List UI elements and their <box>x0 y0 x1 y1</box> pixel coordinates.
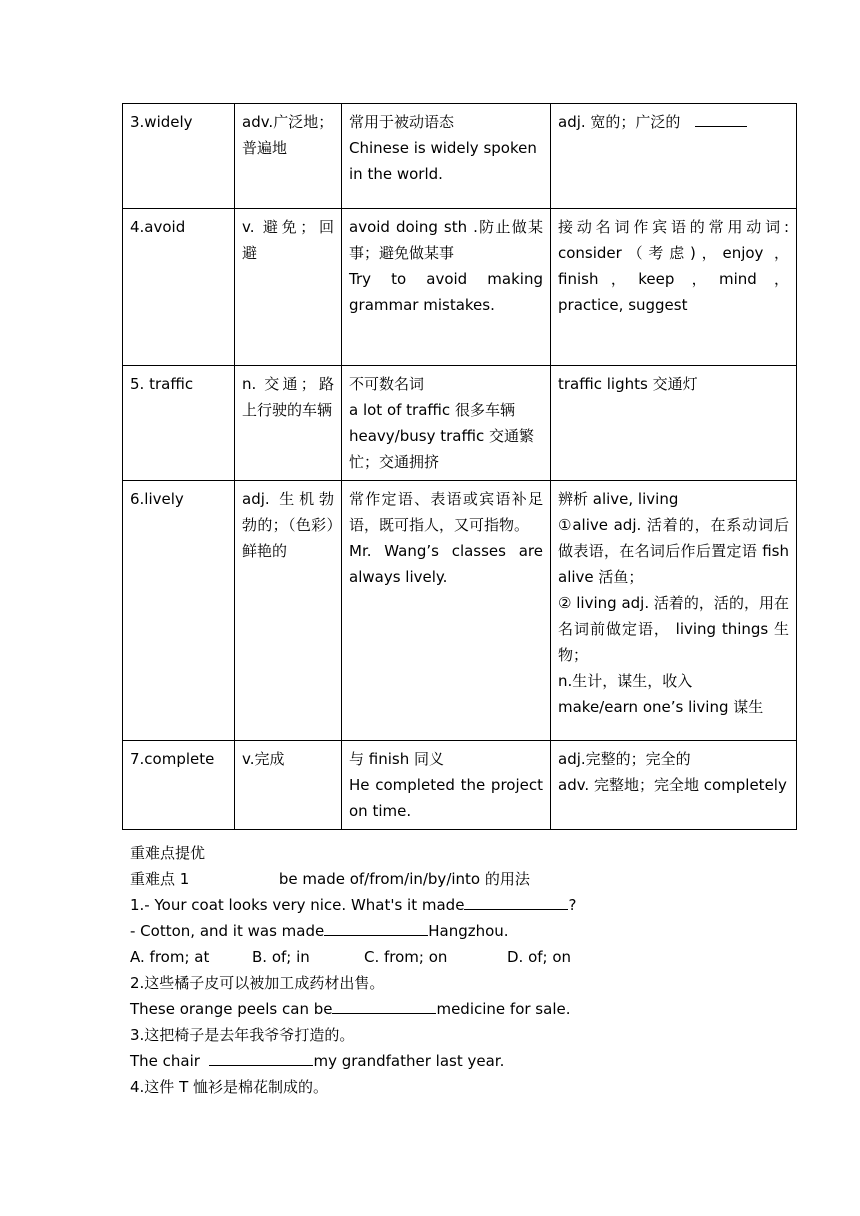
question-text: The chair <box>130 1052 210 1070</box>
extra-line: ② living adj. 活着的，活的，用在名词前做定语， living things 生物； <box>558 594 789 664</box>
question-text: 1.- Your coat looks very nice. What's it made <box>130 896 465 914</box>
table-row <box>123 481 797 741</box>
extra-line: adj. 宽的；广泛的 <box>558 113 681 131</box>
usage-line: avoid doing sth .防止做某事；避免做某事 <box>349 218 543 262</box>
usage-line: heavy/busy traffic 交通繁忙；交通拥挤 <box>349 427 534 471</box>
usage-line: He completed the project on time. <box>349 776 543 820</box>
answer-blank[interactable] <box>695 111 747 127</box>
usage-line: 与 finish 同义 <box>349 750 444 768</box>
point-label: 重难点 1 <box>130 870 190 888</box>
answer-blank[interactable] <box>464 893 568 910</box>
extra-cell <box>551 741 797 830</box>
extra-cell <box>551 209 797 366</box>
question-1-line-a <box>130 892 810 918</box>
answer-blank[interactable] <box>332 997 436 1014</box>
word-cell: 5. traffic <box>123 366 235 481</box>
usage-line: 常用于被动语态 <box>349 113 455 131</box>
question-text: medicine for sale. <box>436 1000 571 1018</box>
table-row <box>123 366 797 481</box>
meaning-cell: n. 交通；路上行驶的车辆 <box>235 366 342 481</box>
extra-line: ①alive adj. 活着的，在系动词后做表语，在名词后作后置定语 fish alive 活鱼； <box>558 516 789 586</box>
extra-line: adv. 完整地；完全地 completely <box>558 776 787 794</box>
question-2-chinese: 2.这些橘子皮可以被加工成药材出售。 <box>130 974 385 992</box>
usage-cell <box>342 209 551 366</box>
word-cell: 6.lively <box>123 481 235 741</box>
question-2-line <box>130 996 810 1022</box>
section-heading: 重难点提优 <box>130 844 206 862</box>
answer-blank[interactable] <box>324 919 428 936</box>
question-text: Hangzhou. <box>428 922 509 940</box>
answer-blank[interactable] <box>209 1049 313 1066</box>
question-text: my grandfather last year. <box>313 1052 505 1070</box>
vocabulary-table <box>122 103 797 830</box>
point-heading <box>130 866 810 892</box>
meaning-cell: adj. 生机勃勃的；（色彩）鲜艳的 <box>235 481 342 741</box>
extra-line: n.生计，谋生，收入 <box>558 672 693 690</box>
usage-cell <box>342 741 551 830</box>
word-cell: 3.widely <box>123 104 235 209</box>
usage-line: 常作定语、表语或宾语补足语，既可指人，又可指物。 <box>349 490 543 534</box>
word-cell: 4.avoid <box>123 209 235 366</box>
extra-line: adj.完整的；完全的 <box>558 750 691 768</box>
question-3-line <box>130 1048 810 1074</box>
point-title: be made of/from/in/by/into 的用法 <box>278 870 530 888</box>
question-text: ? <box>568 896 577 914</box>
usage-cell <box>342 366 551 481</box>
extra-cell <box>551 104 797 209</box>
meaning-cell: v.完成 <box>235 741 342 830</box>
question-text: These orange peels can be <box>130 1000 333 1018</box>
option-c[interactable]: C. from; on <box>364 948 448 966</box>
usage-line: Chinese is widely spoken in the world. <box>349 139 537 183</box>
usage-cell <box>342 104 551 209</box>
usage-line: Try to avoid making grammar mistakes. <box>349 270 543 314</box>
extra-cell <box>551 366 797 481</box>
question-3-chinese: 3.这把椅子是去年我爷爷打造的。 <box>130 1026 355 1044</box>
question-1-line-b <box>130 918 810 944</box>
extra-line: traffic lights 交通灯 <box>558 375 698 393</box>
table-row <box>123 741 797 830</box>
question-4-chinese: 4.这件 T 恤衫是棉花制成的。 <box>130 1078 329 1096</box>
question-1-options <box>130 944 810 970</box>
extra-line: 辨析 alive, living <box>558 490 679 508</box>
option-b[interactable]: B. of; in <box>252 948 310 966</box>
usage-line: a lot of traffic 很多车辆 <box>349 401 515 419</box>
usage-line: Mr. Wang’s classes are always lively. <box>349 542 543 586</box>
meaning-cell: v. 避免；回避 <box>235 209 342 366</box>
option-d[interactable]: D. of; on <box>507 948 572 966</box>
usage-cell <box>342 481 551 741</box>
meaning-cell: adv.广泛地；普遍地 <box>235 104 342 209</box>
option-a[interactable]: A. from; at <box>130 948 210 966</box>
table-row <box>123 209 797 366</box>
table-row <box>123 104 797 209</box>
extra-line: make/earn one’s living 谋生 <box>558 698 764 716</box>
question-text: - Cotton, and it was made <box>130 922 325 940</box>
extra-cell <box>551 481 797 741</box>
key-points-section <box>130 840 810 1100</box>
usage-line: 不可数名词 <box>349 375 425 393</box>
word-cell: 7.complete <box>123 741 235 830</box>
extra-line: 接动名词作宾语的常用动词: consider（考虑)，enjoy ，finish，keep ，mind ，practice, suggest <box>558 218 789 314</box>
